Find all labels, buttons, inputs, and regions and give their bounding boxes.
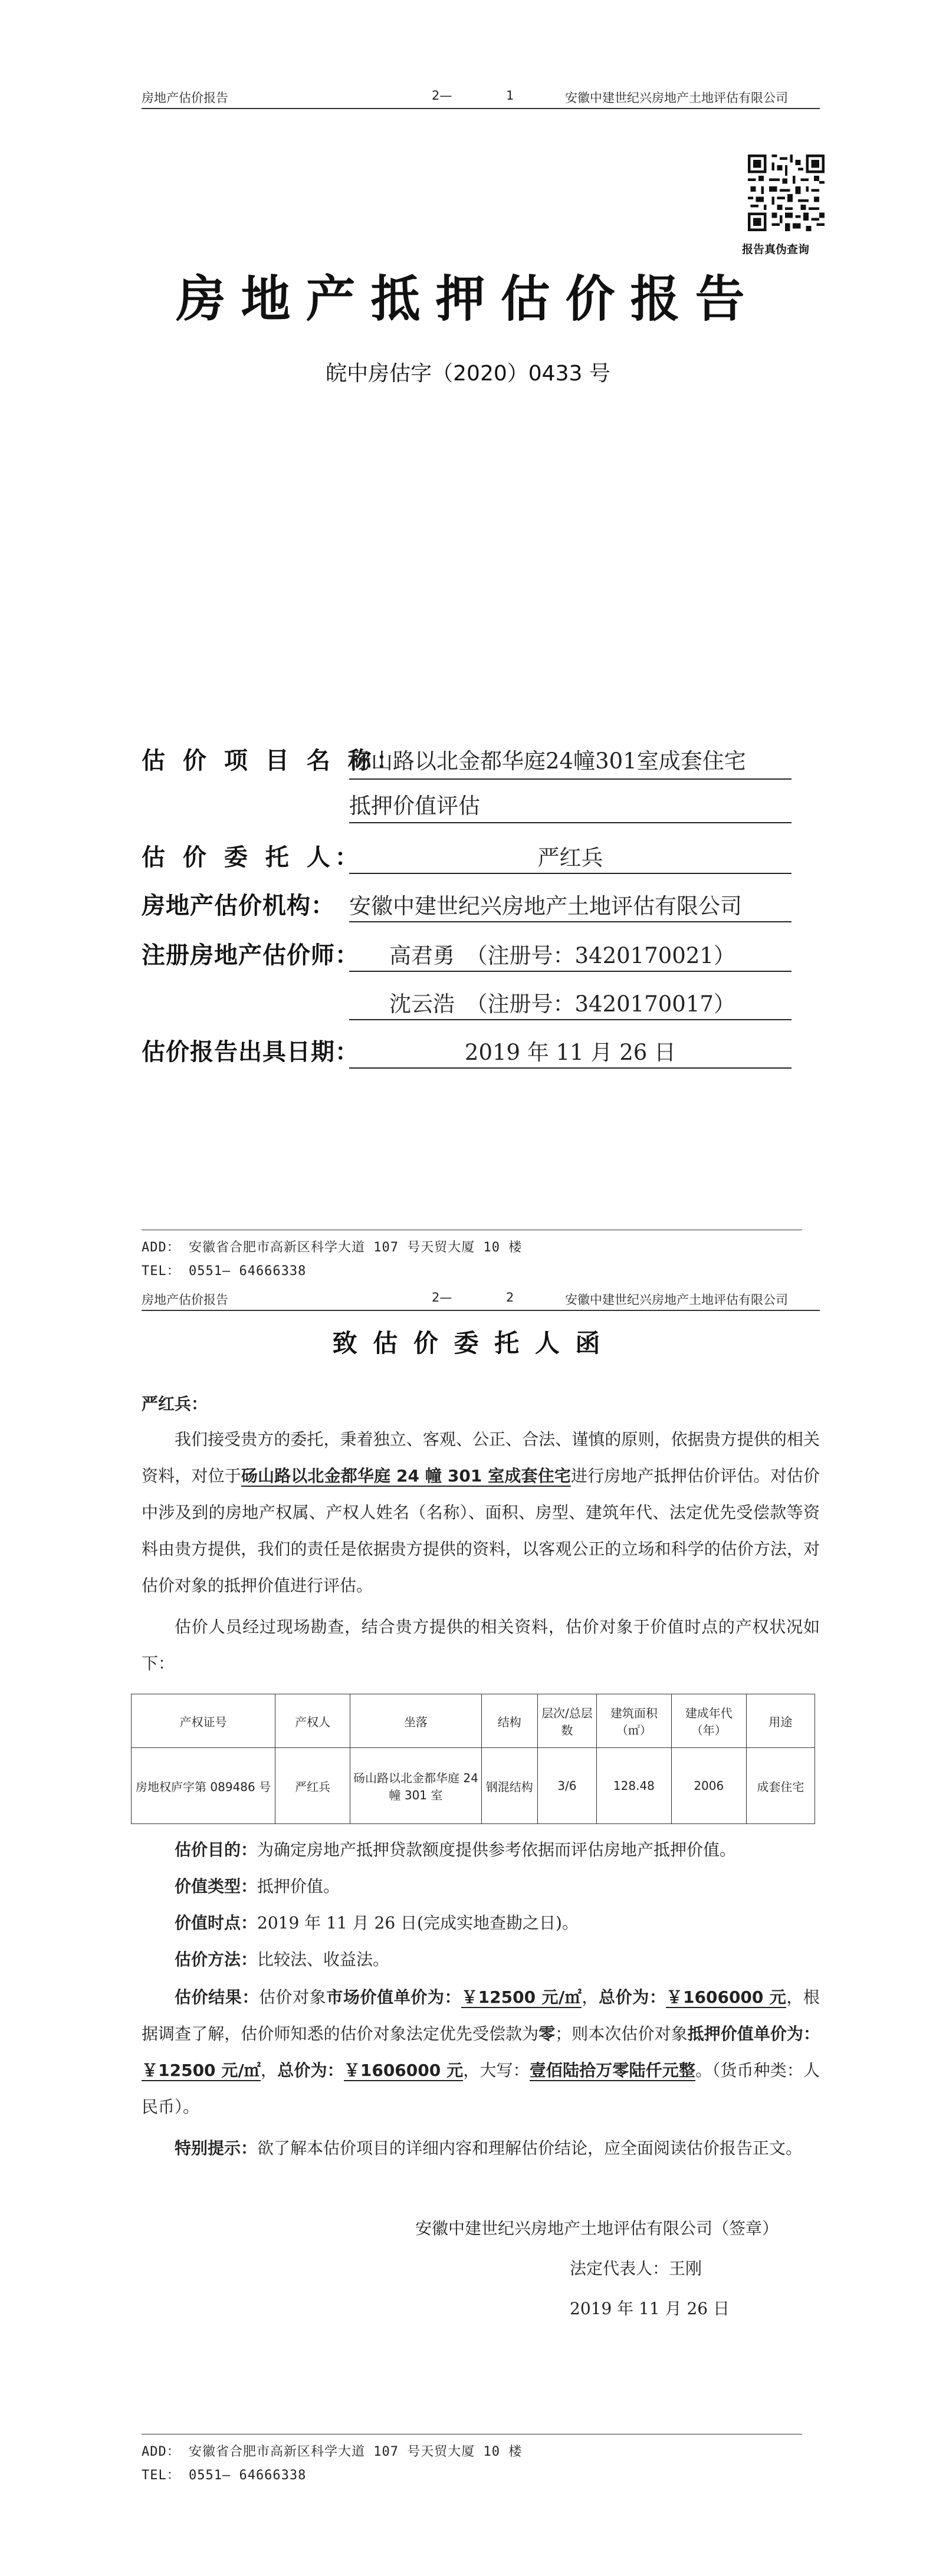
- appraiser-1: 高君勇 （注册号：3420170021）: [389, 943, 735, 968]
- header-company: 安徽中建世纪兴房地产土地评估有限公司: [565, 1293, 788, 1307]
- appraiser-1-underline: [349, 971, 792, 972]
- table-cell: 严红兵: [275, 1748, 350, 1824]
- purpose-line: [175, 1832, 820, 1868]
- special-tip-value: 欲了解本估价项目的详细内容和理解估价结论，应全面阅读估价报告正文。: [257, 2138, 803, 2158]
- result-text: 总价为：: [277, 2061, 344, 2080]
- agency-label: 房地产估价机构：: [142, 892, 335, 919]
- appraiser-label: 注册房地产估价师：: [142, 942, 359, 969]
- market-total-price: ￥1606000 元: [666, 1987, 787, 2007]
- header-company: 安徽中建世纪兴房地产土地评估有限公司: [565, 91, 788, 105]
- paragraph-1-text-c: 进行房地产抵押估价评估。对估价中涉及到的房地产权属、产权人姓名（名称）、面积、房型、建筑年代、法定优先受偿款等资料由贵方提供，我们的责任是依据贵方提供的资料，以客观公正的立场和科学的估价方法，对估价对象的抵押价值进行评估。: [142, 1466, 820, 1595]
- value-time-line: [175, 1905, 820, 1941]
- result-paragraph: [142, 1979, 820, 2125]
- paragraph-1-text-a: 我们接受贵方的委托，秉着独立、客观、公正、合法、谨慎的原则，依据贵方提供的相关资料，对位于: [142, 1430, 820, 1486]
- table-cell: 房地权庐字第 089486 号: [132, 1748, 275, 1824]
- project-name-label: 估 价 项 目 名 称：: [142, 747, 405, 774]
- table-header-cell: 建成年代（年）: [671, 1694, 746, 1748]
- header-page-prefix: 2—: [432, 88, 452, 103]
- table-cell: 3/6: [537, 1748, 596, 1824]
- value-type-value: 抵押价值。: [257, 1877, 340, 1896]
- header-report-name: 房地产估价报告: [142, 91, 228, 105]
- signature-representative: 法定代表人：王刚: [570, 2259, 702, 2278]
- paragraph-2: 估价人员经过现场勘查，结合贵方提供的相关资料，估价对象于价值时点的产权状况如下：: [142, 1617, 820, 1673]
- salutation: 严红兵：: [142, 1394, 208, 1414]
- footer-phone: TEL： 0551— 64666338: [142, 1264, 307, 1279]
- qr-caption: 报告真伪查询: [742, 243, 810, 256]
- table-header-cell: 用途: [746, 1694, 815, 1748]
- result-text: ，: [261, 2061, 278, 2080]
- purpose-value: 为确定房地产抵押贷款额度提供参考依据而评估房地产抵押价值。: [257, 1840, 737, 1859]
- method-label: 估价方法：: [175, 1950, 258, 1969]
- special-tip: [142, 2130, 820, 2167]
- result-text: 总价为：: [599, 1987, 666, 2007]
- footer-address: ADD： 安徽省合肥市高新区科学大道 107 号天贸大厦 10 楼: [142, 2444, 523, 2459]
- header-report-name: 房地产估价报告: [142, 1293, 228, 1307]
- method-value: 比较法、收益法。: [257, 1950, 390, 1969]
- value-type-line: [175, 1868, 820, 1905]
- report-date-value: 2019 年 11 月 26 日: [464, 1040, 676, 1065]
- header-rule: [142, 108, 820, 109]
- letter-title: 致 估 价 委 托 人 函: [332, 1329, 604, 1358]
- property-address: 砀山路以北金都华庭 24 幢 301 室成套住宅: [241, 1466, 571, 1486]
- table-header-cell: 坐落: [350, 1694, 482, 1748]
- value-time-value: 2019 年 11 月 26 日(完成实地查勘之日)。: [257, 1913, 579, 1933]
- mortgage-total-price: ￥1606000 元: [343, 2061, 464, 2080]
- project-name-value: 砀山路以北金都华庭24幢301室成套住宅: [349, 748, 746, 774]
- header-page-prefix: 2—: [432, 1290, 452, 1305]
- report-title: 房地产抵押估价报告: [176, 270, 760, 328]
- project-name-underline: [349, 778, 792, 780]
- footer-phone: TEL： 0551— 64666338: [142, 2468, 307, 2483]
- appraiser-2: 沈云浩 （注册号：3420170017）: [389, 991, 735, 1017]
- header-page-number: 2: [506, 1290, 514, 1305]
- result-label: 估价结果：: [175, 1987, 259, 2007]
- header-page-number: 1: [506, 88, 514, 103]
- client-underline: [349, 873, 792, 874]
- client-label: 估 价 委 托 人：: [142, 844, 363, 871]
- paragraph-1: [142, 1421, 820, 1604]
- priority-claims: 零: [538, 2024, 556, 2043]
- table-header-row: [132, 1694, 815, 1748]
- result-text: 。（货币种类：人民币）。: [142, 2061, 820, 2117]
- mortgage-unit-price: ￥12500 元/㎡: [142, 2061, 261, 2080]
- value-time-label: 价值时点：: [175, 1913, 258, 1933]
- total-in-words: 壹佰陆拾万零陆仟元整: [529, 2061, 696, 2080]
- header-rule: [142, 1310, 820, 1311]
- report-date-underline: [349, 1067, 792, 1069]
- property-rights-table: [131, 1694, 815, 1824]
- table-header-cell: 建筑面积（㎡）: [596, 1694, 671, 1748]
- table-header-cell: 产权人: [275, 1694, 350, 1748]
- method-line: [175, 1941, 820, 1978]
- signature-company: 安徽中建世纪兴房地产土地评估有限公司（签章）: [415, 2219, 779, 2238]
- result-text: ，大写：: [463, 2061, 530, 2080]
- table-row: [132, 1748, 815, 1824]
- appraiser-2-underline: [349, 1019, 792, 1020]
- table-header-cell: 结构: [481, 1694, 537, 1748]
- result-text: ，根据调查了解，估价师知悉的估价对象法定优先受偿款为: [142, 1987, 820, 2043]
- signature-date: 2019 年 11 月 26 日: [570, 2299, 730, 2318]
- project-name-underline-2: [349, 822, 792, 823]
- table-cell: 砀山路以北金都华庭 24 幢 301 室: [350, 1748, 482, 1824]
- result-text: 估价对象: [258, 1987, 327, 2007]
- purpose-label: 估价目的：: [175, 1840, 258, 1859]
- table-cell: 成套住宅: [746, 1748, 815, 1824]
- table-cell: 128.48: [596, 1748, 671, 1824]
- result-text: 市场价值单价为：: [326, 1987, 462, 2007]
- project-name-value-2: 抵押价值评估: [349, 793, 480, 819]
- value-type-label: 价值类型：: [175, 1877, 258, 1896]
- table-header-cell: 层次/总层数: [537, 1694, 596, 1748]
- agency-value: 安徽中建世纪兴房地产土地评估有限公司: [349, 893, 742, 919]
- agency-underline: [349, 921, 792, 922]
- result-text: ，: [582, 1987, 599, 2007]
- table-header-cell: 产权证号: [132, 1694, 275, 1748]
- footer-address: ADD： 安徽省合肥市高新区科学大道 107 号天贸大厦 10 楼: [142, 1240, 523, 1255]
- client-value: 严红兵: [537, 845, 603, 870]
- qr-code-icon[interactable]: [748, 155, 825, 231]
- report-number: 皖中房估字（2020）0433 号: [326, 362, 610, 386]
- table-cell: 2006: [671, 1748, 746, 1824]
- special-tip-label: 特别提示：: [175, 2138, 258, 2158]
- result-text: 抵押价值单价为：: [687, 2024, 820, 2043]
- report-date-label: 估价报告出具日期：: [142, 1039, 359, 1066]
- result-text: ；则本次估价对象: [555, 2024, 688, 2043]
- table-cell: 钢混结构: [481, 1748, 537, 1824]
- market-unit-price: ￥12500 元/㎡: [461, 1987, 582, 2007]
